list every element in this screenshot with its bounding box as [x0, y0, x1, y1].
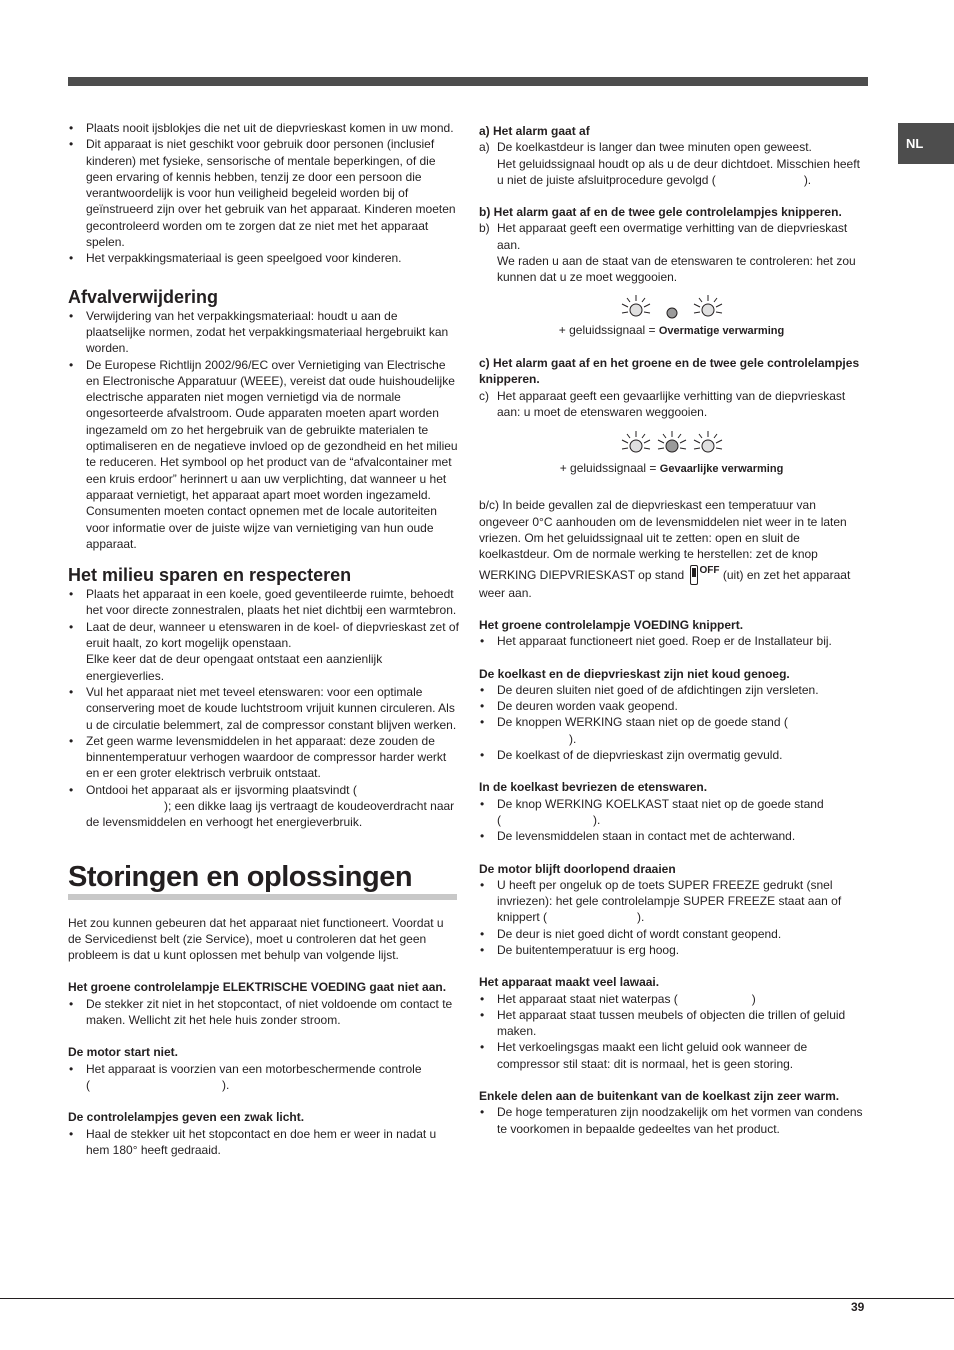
list-item: • Het verpakkingsmateriaal is geen speelgoed voor kinderen.	[68, 250, 460, 266]
alarm-c-heading: c) Het alarm gaat af en het groene en de twee gele controlelampjes knipperen.	[479, 355, 860, 387]
problem-heading: In de koelkast bevriezen de etenswaren.	[479, 780, 708, 795]
waste-heading: Afvalverwijdering	[68, 286, 219, 307]
list-item: • De stekker zit niet in het stopcontact, of niet voldoende om contact te maken. Wellicht zit het hele huis zonder stroom.	[68, 996, 460, 1029]
alarm-a-heading: a) Het alarm gaat af	[479, 124, 590, 138]
problem-list	[479, 1104, 864, 1137]
list-item-text: Laat de deur, wanneer u etenswaren in de koel- of diepvrieskast zet of eruit haalt, zo kort mogelijk openstaan.	[86, 619, 459, 651]
bc-paragraph	[479, 497, 864, 600]
indicator-lamps-yellow-blinking	[479, 292, 864, 322]
page-number: 39	[851, 1300, 865, 1314]
list-item: • Haal de stekker uit het stopcontact en doe hem er weer in nadat u hem 180° heeft gedraaid.	[68, 1126, 460, 1159]
off-label: OFF	[699, 564, 720, 576]
paren-close: ).	[222, 1077, 230, 1092]
list-item: • Plaats nooit ijsblokjes die net uit de diepvrieskast komen in uw mond.	[68, 120, 460, 136]
footer-rule	[0, 1298, 954, 1299]
caption-prefix: + geluidssignaal =	[558, 322, 659, 337]
list-item	[479, 877, 864, 926]
problem-list	[479, 991, 864, 1072]
paren-open: (	[86, 1077, 90, 1092]
problem-heading: Het apparaat maakt veel lawaai.	[479, 975, 660, 990]
problem-list	[479, 877, 864, 958]
item-letter: c)	[479, 388, 489, 403]
problem-heading: De motor blijft doorlopend draaien	[479, 861, 676, 876]
list-item-text: )	[751, 991, 756, 1006]
top-header-bar	[68, 77, 868, 86]
list-item: • De levensmiddelen staan in contact met de achterwand.	[479, 828, 864, 844]
paragraph-text: b/c) In beide gevallen zal de diepvrieskast een temperatuur van ongeveer 0°C aanhouden om de levensmiddelen niet weer in te laten vriezen. Om het geluidssignaal uit te zetten: open en sluit de koelkastdeur. Om de normale werking te herstellen: zet de knop WERKING DIEPVRIESKAST op stand	[479, 498, 847, 582]
problem-heading: De controlelampjes geven een zwak licht.	[68, 1110, 305, 1125]
waste-list	[68, 308, 460, 552]
paragraph-text: Het apparaat geeft een gevaarlijke verhitting van de diepvrieskast aan: u moet de etenswaren weggooien.	[497, 388, 846, 419]
paragraph-text: (uit) en zet het apparaat weer aan.	[479, 567, 851, 600]
paren-close: ).	[593, 812, 601, 827]
list-item	[479, 796, 864, 829]
problem-list	[479, 633, 864, 649]
paragraph-text: Het geluidssignaal houdt op als u de deur dichtdoet. Misschien heeft u niet de juiste afsluitprocedure gevolgd (	[497, 156, 860, 187]
list-item: • De buitentemperatuur is erg hoog.	[479, 942, 864, 958]
list-item: • De hoge temperaturen zijn noodzakelijk om het vormen van condens te voorkomen in bepaalde gedeeltes van het product.	[479, 1104, 864, 1137]
list-item: • Het apparaat staat tussen meubels of objecten die trillen of geluid maken.	[479, 1007, 864, 1040]
list-item-text: Het apparaat is voorzien van een motorbeschermende controle	[86, 1061, 422, 1076]
list-item: • De koelkast of de diepvrieskast zijn overmatig gevuld.	[479, 747, 864, 763]
item-letter: a)	[479, 140, 490, 155]
troubleshooting-intro: Het zou kunnen gebeuren dat het apparaat niet functioneert. Voordat u de Servicedienst belt (zie Service), moet u controleren dat het geen probleem is dat u kunt oplossen met behulp van volgende lijst.	[68, 915, 444, 963]
blinking-lamps-icon	[608, 292, 736, 322]
list-item-text: ).	[569, 731, 577, 746]
problem-heading: Het groene controlelampje ELEKTRISCHE VOEDING gaat niet aan.	[68, 980, 447, 995]
list-item: • Het verkoelingsgas maakt een licht geluid ook wanneer de compressor stil staat: dit is normaal, het is geen storing.	[479, 1039, 864, 1072]
alarm-c-text	[479, 388, 864, 421]
waste-note: Consumenten moeten contact opnemen met de locale autoriteiten voor informatie over de juiste wijze van vernietiging van hun oude apparaat.	[86, 504, 437, 551]
list-item	[68, 619, 460, 684]
problem-list	[479, 796, 864, 845]
list-item-extra: Elke keer dat de deur opengaat ontstaat een aanzienlijk energieverlies.	[86, 652, 383, 683]
indicator-lamps-all-blinking	[479, 426, 864, 460]
left-column	[68, 120, 460, 1158]
list-item: • Zet geen warme levensmiddelen in het apparaat: deze zouden de binnentemperatuur verhogen waardoor de compressor harder werkt en er een groter elektrisch verbruik ontstaat.	[68, 733, 460, 782]
list-item: • Het apparaat functioneert niet goed. Roep er de Installateur bij.	[479, 633, 864, 649]
list-item: • Dit apparaat is niet geschikt voor gebruik door personen (inclusief kinderen) met fysieke, sensorische of mentale beperkingen, of die geen ervaring of kennis hebben, tenzij ze door een persoon die verantwoordelijk is voor hun veiligheid begeleid worden bij of geïnstrueerd zijn over het gebruik van het apparaat. Kinderen moeten gecontroleerd worden om te zorgen dat ze niet met het apparaat spelen.	[68, 136, 460, 250]
list-item-text: Het apparaat staat niet waterpas (	[497, 991, 678, 1006]
alarm-b-heading: b) Het alarm gaat af en de twee gele controlelampjes knipperen.	[479, 205, 842, 220]
paragraph-text: De koelkastdeur is langer dan twee minuten open geweest.	[497, 140, 812, 155]
alarm-b-text	[479, 220, 864, 285]
list-item	[68, 782, 460, 831]
caption-bold: Overmatige verwarming	[658, 324, 785, 337]
troubleshooting-title: Storingen en oplossingen	[68, 860, 413, 893]
list-item: • Plaats het apparaat in een koele, goed geventileerde ruimte, behoedt het voor directe zonnestralen, plaats het niet dichtbij een warmtebron.	[68, 586, 460, 619]
language-tab	[898, 123, 954, 164]
problem-list	[68, 996, 460, 1029]
right-column	[479, 123, 864, 1137]
paragraph-text: Het apparaat geeft een overmatige verhitting van de diepvrieskast aan.	[497, 221, 848, 252]
safety-list	[68, 120, 460, 267]
lamp-caption-b	[479, 322, 864, 339]
list-item-text: De knoppen WERKING staan niet op de goede stand (	[497, 715, 788, 730]
list-item: • De deuren worden vaak geopend.	[479, 698, 864, 714]
environment-heading: Het milieu sparen en respecteren	[68, 565, 352, 586]
alarm-a-text	[479, 139, 864, 188]
paragraph-text: ).	[803, 172, 812, 187]
caption-prefix: + geluidssignaal =	[559, 461, 660, 476]
list-item	[479, 714, 864, 747]
list-item: • De deur is niet goed dicht of wordt constant geopend.	[479, 926, 864, 942]
list-item	[68, 357, 460, 553]
problem-list	[68, 1061, 460, 1094]
paren-open: (	[497, 812, 501, 827]
problem-list	[68, 1126, 460, 1159]
list-item-text: De knop WERKING KOELKAST staat niet op de goede stand	[497, 796, 824, 811]
problem-heading: De motor start niet.	[68, 1045, 179, 1060]
problem-heading: Enkele delen aan de buitenkant van de koelkast zijn zeer warm.	[479, 1089, 840, 1104]
problem-heading: Het groene controlelampje VOEDING knippert.	[479, 617, 744, 632]
list-item	[68, 1061, 460, 1094]
list-item: • De deuren sluiten niet goed of de afdichtingen zijn versleten.	[479, 682, 864, 698]
language-label: NL	[906, 136, 924, 151]
list-item-text: Ontdooi het apparaat als er ijsvorming plaatsvindt (	[86, 782, 357, 797]
problem-list	[479, 682, 864, 763]
environment-list	[68, 586, 460, 830]
list-item: • Verwijdering van het verpakkingsmateriaal: houdt u aan de plaatselijke normen, zodat het verpakkingsmateriaal hergebruikt kan worden.	[68, 308, 460, 357]
list-item-text: ).	[637, 910, 645, 925]
blinking-lamps-icon	[608, 426, 736, 460]
knob-switch-icon	[690, 565, 698, 585]
list-item	[479, 991, 864, 1007]
item-letter: b)	[479, 221, 490, 236]
problem-heading: De koelkast en de diepvrieskast zijn niet koud genoeg.	[479, 666, 790, 681]
lamp-caption-c	[479, 460, 864, 477]
list-item-text: ); een dikke laag ijs vertraagt de koudeoverdracht naar de levensmiddelen en verhoogt het energieverbruik.	[86, 798, 455, 830]
list-item-text: U heeft per ongeluk op de toets SUPER FREEZE gedrukt (snel invriezen): het gele controlelampje SUPER FREEZE staat aan of knippert (	[497, 877, 842, 925]
list-item-text: De Europese Richtlijn 2002/96/EC over Vernietiging van Electrische en Electronische Apparatuur (WEEE), vereist dat oude huishoudelijke electrische apparaten niet mogen vernietigd via de normale ongesorteerde afvalstroom. Oude apparaten moeten apart worden ingezameld om zo het hergebruik van de gebruikte materialen te optimaliseren en de negatieve invloed op de gezondheid en het milieu te reduceren. Het symbool op het product van de “afvalcontainer met een kruis erdoor” herinnert u aan uw verplichting, dat wanneer u het apparaat vernietigt, het apparaat apart moet worden ingezameld.	[86, 357, 458, 502]
list-item: • Vul het apparaat niet met teveel etenswaren: voor een optimale conservering moet de koude luchtstroom vrijuit kunnen circuleren. Als u de circulatie belemmert, zal de compressor constant blijven werken.	[68, 684, 460, 733]
paragraph-text: We raden u aan de staat van de etenswaren te controleren: het zou kunnen dat u ze moet weggooien.	[497, 254, 856, 285]
caption-bold: Gevaarlijke verwarming	[659, 463, 784, 476]
